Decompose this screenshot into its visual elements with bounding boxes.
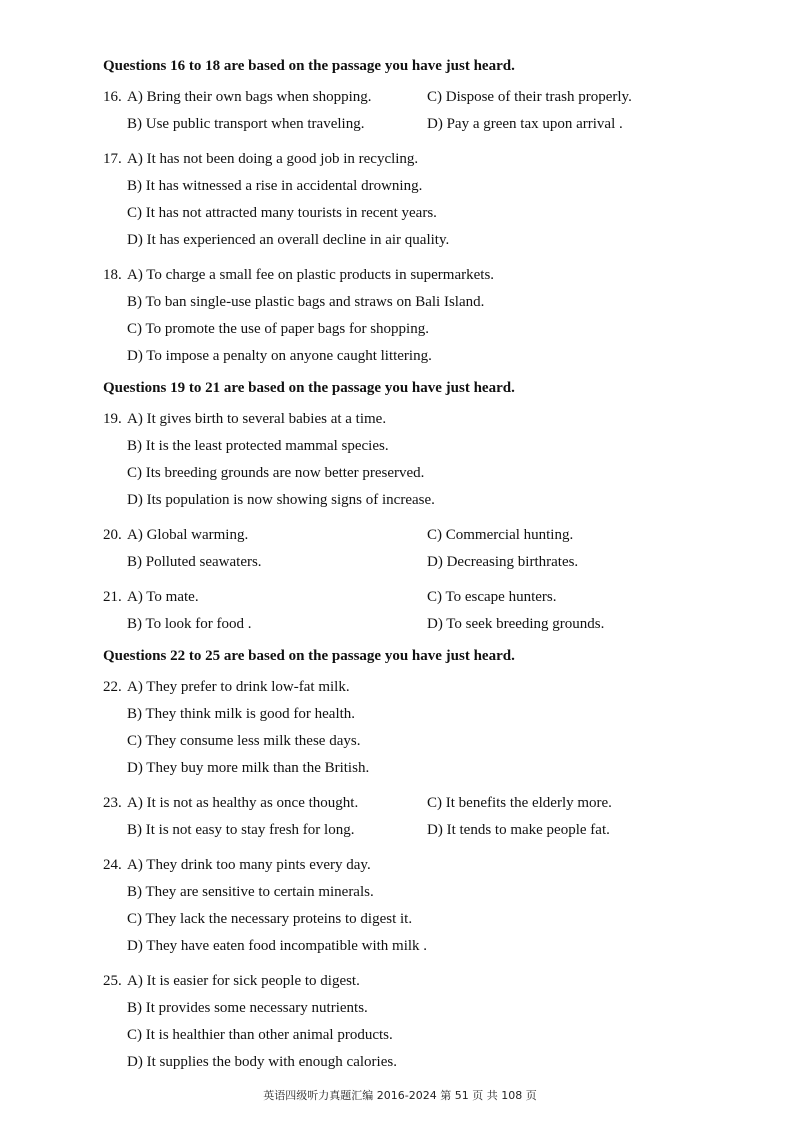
option-row (103, 906, 723, 933)
option-row (103, 968, 723, 995)
option-c: C) It has not attracted many tourists in recent years. (127, 205, 437, 221)
question-25 (103, 968, 723, 1076)
option-row (103, 933, 723, 960)
option-a: A) It is easier for sick people to digest. (127, 973, 360, 989)
option-c: C) To promote the use of paper bags for shopping. (127, 321, 429, 337)
option-b: B) To look for food . (127, 616, 252, 632)
option-row (103, 343, 723, 370)
option-row (103, 173, 723, 200)
option-b: B) It has witnessed a rise in accidental drowning. (127, 178, 423, 194)
option-c: C) It benefits the elderly more. (427, 795, 612, 811)
question-16 (103, 84, 723, 138)
option-row (103, 879, 723, 906)
option-c: C) Dispose of their trash properly. (427, 89, 632, 105)
option-row (103, 84, 723, 111)
option-b: B) To ban single-use plastic bags and straws on Bali Island. (127, 294, 485, 310)
question-21 (103, 584, 723, 638)
option-c: C) It is healthier than other animal products. (127, 1027, 393, 1043)
option-b: B) Use public transport when traveling. (127, 116, 365, 132)
option-row (103, 433, 723, 460)
option-c: C) Commercial hunting. (427, 527, 574, 543)
option-row (103, 584, 723, 611)
question-22 (103, 674, 723, 782)
option-a: A) They drink too many pints every day. (127, 857, 371, 873)
section-heading: Questions 16 to 18 are based on the passage you have just heard. (103, 58, 515, 74)
question-number: 17. (103, 151, 122, 167)
option-d: D) Its population is now showing signs of increase. (127, 492, 435, 508)
option-a: A) It is not as healthy as once thought. (127, 795, 359, 811)
option-row (103, 611, 723, 638)
option-row (103, 111, 723, 138)
footer-text: 英语四级听力真题汇编 2016-2024 第 51 页 共 108 页 (263, 1089, 537, 1102)
option-row (103, 1049, 723, 1076)
question-number: 25. (103, 973, 122, 989)
question-18 (103, 262, 723, 370)
question-number: 21. (103, 589, 122, 605)
option-row (103, 227, 723, 254)
option-row (103, 262, 723, 289)
option-c: C) They consume less milk these days. (127, 733, 361, 749)
page-footer (0, 1087, 800, 1103)
option-row (103, 549, 723, 576)
question-20 (103, 522, 723, 576)
option-row (103, 1022, 723, 1049)
option-d: D) They have eaten food incompatible with milk . (127, 938, 428, 954)
option-row (103, 487, 723, 514)
option-row (103, 817, 723, 844)
option-a: A) To mate. (127, 589, 199, 605)
question-24 (103, 852, 723, 960)
option-d: D) Pay a green tax upon arrival . (427, 116, 623, 132)
question-list (103, 56, 723, 1084)
option-row (103, 460, 723, 487)
section-heading: Questions 19 to 21 are based on the passage you have just heard. (103, 380, 515, 396)
option-b: B) Polluted seawaters. (127, 554, 262, 570)
option-d: D) It has experienced an overall decline in air quality. (127, 232, 450, 248)
option-a: A) To charge a small fee on plastic products in supermarkets. (127, 267, 495, 283)
question-number: 20. (103, 527, 122, 543)
option-row (103, 790, 723, 817)
question-number: 23. (103, 795, 122, 811)
option-a: A) It has not been doing a good job in recycling. (127, 151, 419, 167)
question-17 (103, 146, 723, 254)
question-23 (103, 790, 723, 844)
question-number: 24. (103, 857, 122, 873)
option-d: D) To impose a penalty on anyone caught littering. (127, 348, 432, 364)
option-row (103, 316, 723, 343)
option-b: B) They think milk is good for health. (127, 706, 356, 722)
option-row (103, 146, 723, 173)
option-row (103, 995, 723, 1022)
option-b: B) It provides some necessary nutrients. (127, 1000, 368, 1016)
option-d: D) Decreasing birthrates. (427, 554, 579, 570)
option-row (103, 200, 723, 227)
option-a: A) Global warming. (127, 527, 249, 543)
option-d: D) To seek breeding grounds. (427, 616, 605, 632)
option-row (103, 755, 723, 782)
section-heading: Questions 22 to 25 are based on the passage you have just heard. (103, 648, 515, 664)
option-a: A) Bring their own bags when shopping. (127, 89, 372, 105)
option-c: C) They lack the necessary proteins to digest it. (127, 911, 413, 927)
option-c: C) To escape hunters. (427, 589, 557, 605)
option-a: A) It gives birth to several babies at a time. (127, 411, 387, 427)
question-number: 16. (103, 89, 122, 105)
option-row (103, 522, 723, 549)
option-row (103, 701, 723, 728)
option-a: A) They prefer to drink low-fat milk. (127, 679, 350, 695)
option-row (103, 289, 723, 316)
question-number: 18. (103, 267, 122, 283)
option-b: B) It is not easy to stay fresh for long. (127, 822, 355, 838)
option-d: D) They buy more milk than the British. (127, 760, 370, 776)
question-number: 22. (103, 679, 122, 695)
option-row (103, 674, 723, 701)
option-c: C) Its breeding grounds are now better preserved. (127, 465, 425, 481)
question-number: 19. (103, 411, 122, 427)
option-row (103, 852, 723, 879)
option-row (103, 728, 723, 755)
option-b: B) They are sensitive to certain minerals. (127, 884, 374, 900)
option-d: D) It supplies the body with enough calories. (127, 1054, 397, 1070)
option-row (103, 406, 723, 433)
option-d: D) It tends to make people fat. (427, 822, 610, 838)
question-19 (103, 406, 723, 514)
option-b: B) It is the least protected mammal species. (127, 438, 389, 454)
